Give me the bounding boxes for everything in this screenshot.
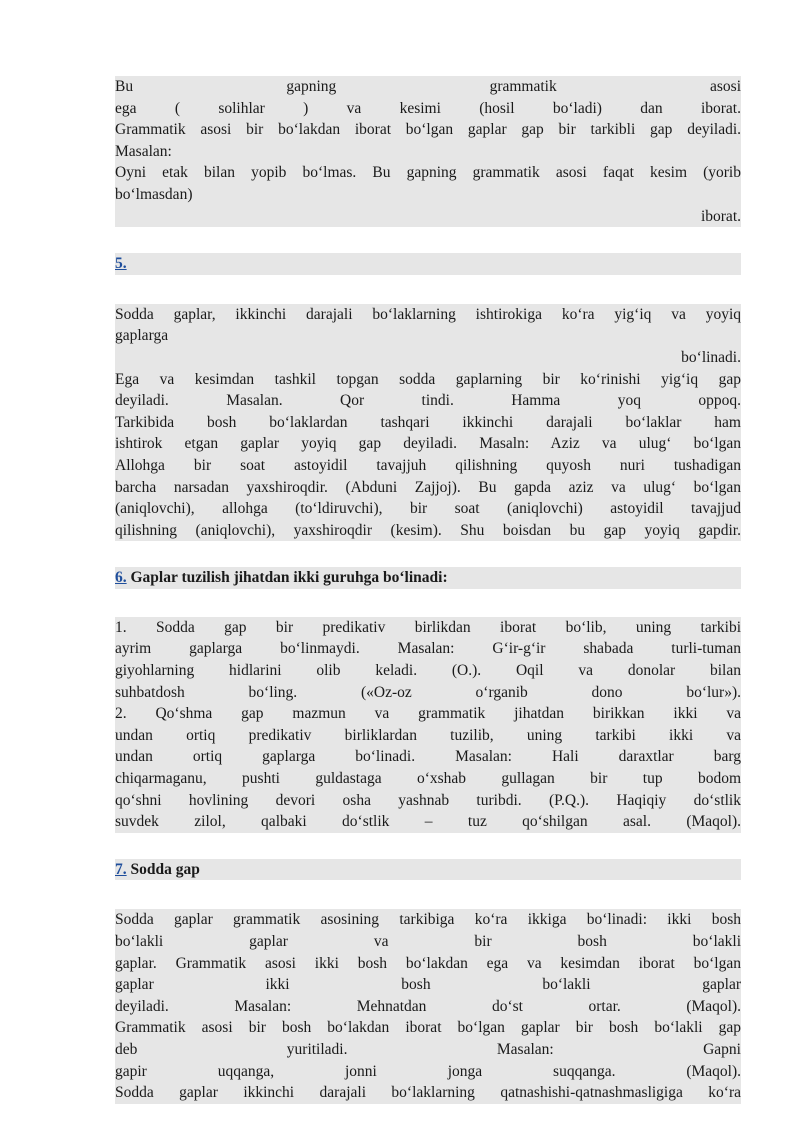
text-line: bo‘linadi. [115, 347, 741, 369]
text-line: suvdek zilol, qalbaki do‘stlik – tuz qo‘shilgan asal. (Maqol). [115, 811, 741, 833]
text-line: iborat. [115, 206, 741, 228]
text-line: gaplar. Grammatik asosi ikki bosh bo‘lakdan ega va kesimdan iborat bo‘lgan [115, 953, 741, 975]
document-content [115, 76, 741, 1104]
text-line: undan ortiq predikativ birliklardan tuzilib, uning tarkibi ikki va [115, 725, 741, 747]
text-line: Masalan: [115, 141, 741, 163]
text-line: gaplar ikki bosh bo‘lakli gaplar [115, 974, 741, 996]
text-line: undan ortiq gaplarga bo‘linadi. Masalan: Hali daraxtlar barg [115, 746, 741, 768]
section-heading-5 [115, 253, 741, 275]
paragraph-simple-sentence [115, 909, 741, 1103]
text-line: deb yuritiladi. Masalan: Gapni [115, 1039, 741, 1061]
text-line: deyiladi. Masalan. Qor tindi. Hamma yoq oppoq. [115, 390, 741, 412]
text-line: giyohlarning hidlarini olib keladi. (O.). Oqil va donolar bilan [115, 660, 741, 682]
section-heading-7 [115, 859, 741, 881]
text-line: Ega va kesimdan tashkil topgan sodda gaplarning bir ko‘rinishi yig‘iq gap [115, 369, 741, 391]
paragraph-simple-sentences [115, 304, 741, 542]
text-line: 1. Sodda gap bir predikativ birlikdan iborat bo‘lib, uning tarkibi [115, 617, 741, 639]
text-line: Sodda gaplar, ikkinchi darajali bo‘laklarning ishtirokiga ko‘ra yig‘iq va yoyiq [115, 304, 741, 326]
text-line: chiqarmaganu, pushti guldastaga o‘xshab gullagan bir tup bodom [115, 768, 741, 790]
text-line: deyiladi. Masalan: Mehnatdan do‘st ortar. (Maqol). [115, 996, 741, 1018]
text-line: bo‘lmasdan) [115, 184, 741, 206]
text-line: suhbatdosh bo‘ling. («Oz-oz o‘rganib dono bo‘lur»). [115, 682, 741, 704]
section-title: Sodda gap [126, 860, 200, 878]
section-number-link[interactable]: 6. [115, 569, 127, 587]
text-line: Allohga bir soat astoyidil tavajjuh qilishning quyosh nuri tushadigan [115, 455, 741, 477]
text-line: Bu gapning grammatik asosi [115, 76, 741, 98]
paragraph-grammatical-basis [115, 76, 741, 227]
text-line: gapir uqqanga, jonni jonga suqqanga. (Maqol). [115, 1061, 741, 1083]
text-line: Tarkibida bosh bo‘laklardan tashqari ikkinchi darajali bo‘laklar ham [115, 412, 741, 434]
text-line: Oyni etak bilan yopib bo‘lmas. Bu gapning grammatik asosi faqat kesim (yorib [115, 162, 741, 184]
text-line: ayrim gaplarga bo‘linmaydi. Masalan: G‘ir-g‘ir shabada turli-tuman [115, 638, 741, 660]
text-line: Grammatik asosi bir bosh bo‘lakdan iborat bo‘lgan gaplar bir bosh bo‘lakli gap [115, 1017, 741, 1039]
text-line: bo‘lakli gaplar va bir bosh bo‘lakli [115, 931, 741, 953]
text-line: ishtirok etgan gaplar yoyiq gap deyiladi. Masaln: Aziz va ulug‘ bo‘lgan [115, 433, 741, 455]
paragraph-sentence-structure [115, 617, 741, 833]
text-line: 2. Qo‘shma gap mazmun va grammatik jihatdan birikkan ikki va [115, 703, 741, 725]
text-line: (aniqlovchi), allohga (to‘ldiruvchi), bir soat (aniqlovchi) astoyidil tavajjud [115, 498, 741, 520]
text-line: Sodda gaplar ikkinchi darajali bo‘laklarning qatnashishi-qatnashmasligiga ko‘ra [115, 1082, 741, 1104]
text-line: gaplarga [115, 325, 741, 347]
text-line: qo‘shni hovlining devori osha yashnab turibdi. (P.Q.). Haqiqiy do‘stlik [115, 790, 741, 812]
text-line: ega ( solihlar ) va kesimi (hosil bo‘ladi) dan iborat. [115, 98, 741, 120]
text-line: barcha narsadan yaxshiroqdir. (Abduni Zajjoj). Bu gapda aziz va ulug‘ bo‘lgan [115, 477, 741, 499]
text-line: Sodda gaplar grammatik asosining tarkibiga ko‘ra ikkiga bo‘linadi: ikki bosh [115, 909, 741, 931]
section-number-link[interactable]: 5. [115, 255, 127, 273]
section-heading-6 [115, 567, 741, 589]
section-title: Gaplar tuzilish jihatdan ikki guruhga bo‘linadi: [126, 569, 448, 587]
text-line: Grammatik asosi bir bo‘lakdan iborat bo‘lgan gaplar gap bir tarkibli gap deyiladi. [115, 119, 741, 141]
section-number-link[interactable]: 7. [115, 860, 127, 878]
text-line: qilishning (aniqlovchi), yaxshiroqdir (kesim). Shu boisdan bu gap yoyiq gapdir. [115, 520, 741, 542]
